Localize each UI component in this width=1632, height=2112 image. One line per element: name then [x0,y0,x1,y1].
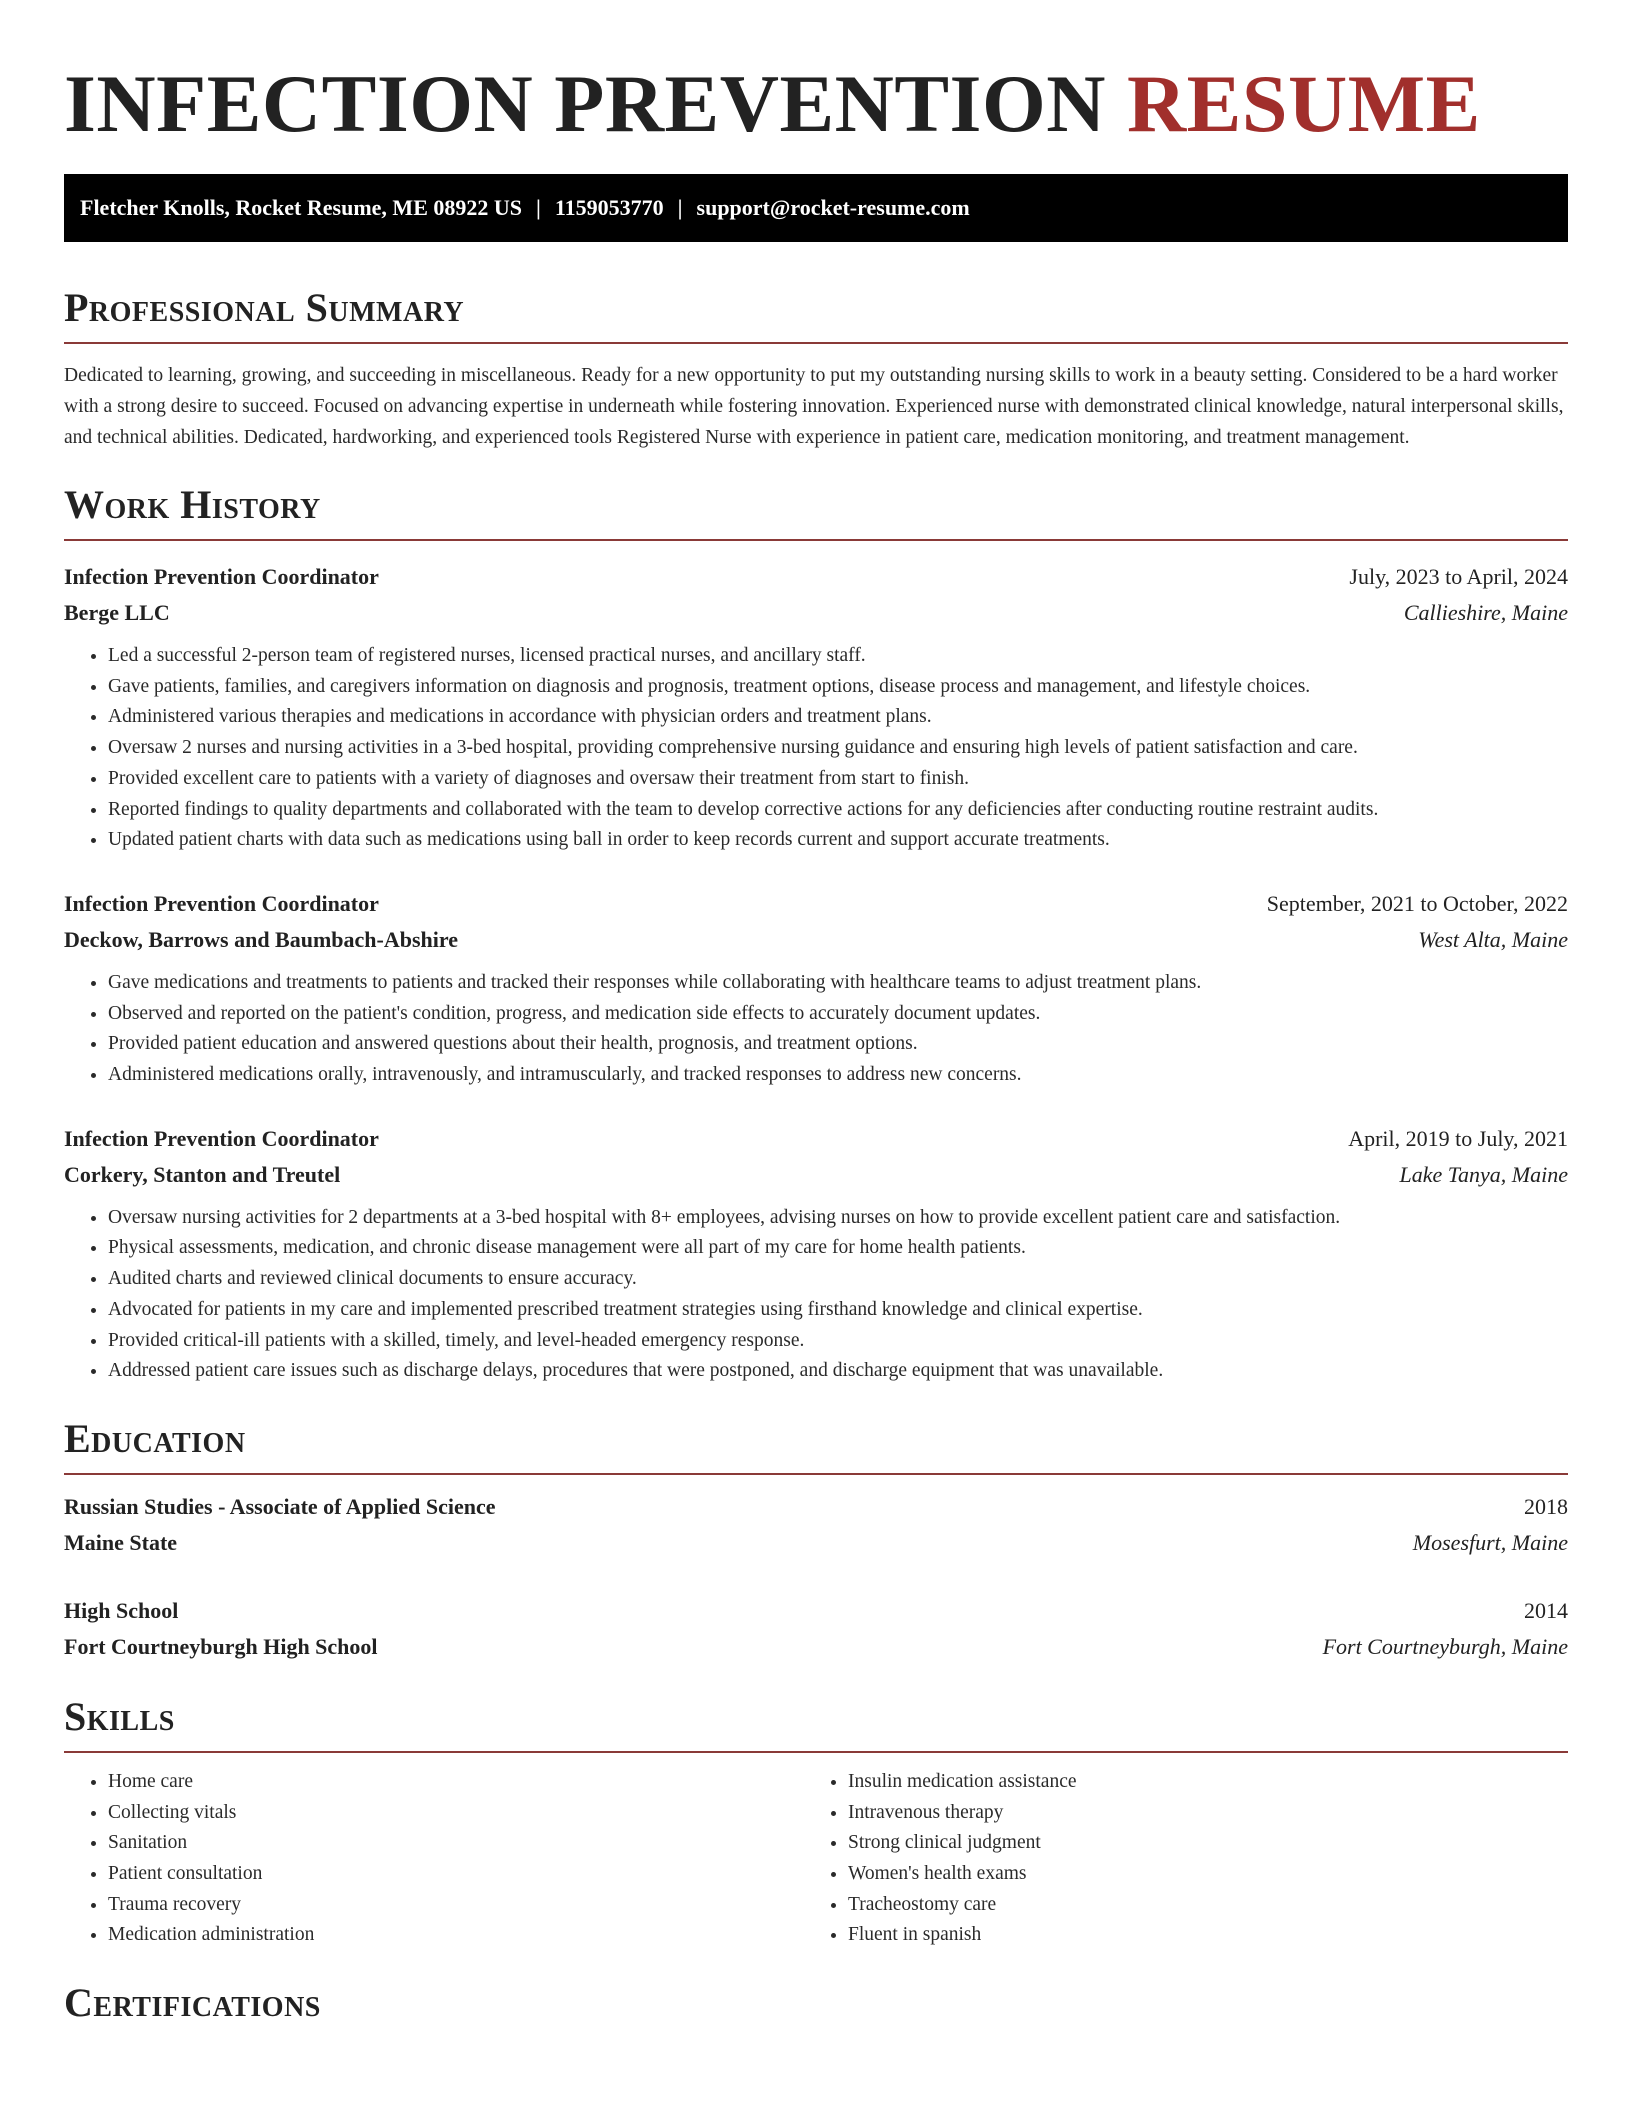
education-school-row [64,1629,1568,1665]
job-company-row [64,922,1568,958]
education-school: Fort Courtneyburgh High School [64,1633,378,1659]
skills-heading: Skills [64,1693,1568,1753]
certifications-heading: Certifications [64,1980,321,2026]
work-history-section [64,481,1568,1387]
job-title: Infection Prevention Coordinator [64,890,379,916]
education-heading: Education [64,1415,1568,1475]
education-header-row [64,1489,1568,1525]
resume-title [64,56,1568,152]
job-bullets [64,968,1568,1091]
education-degree: High School [64,1597,179,1623]
education-location: Fort Courtneyburgh, Maine [1322,1633,1568,1659]
skill-item: • Intravenous therapy [848,1798,1568,1829]
skill-item: • Medication administration [108,1920,804,1951]
job-company: Deckow, Barrows and Baumbach-Abshire [64,926,459,952]
job-bullet: • Provided excellent care to patients with a variety of diagnoses and oversaw their treatment from start to finish. [108,764,1568,795]
job-dates: July, 2023 to April, 2024 [1349,564,1568,589]
contact-address: Fletcher Knolls, Rocket Resume, ME 08922 US [80,195,522,220]
skill-item: • Insulin medication assistance [848,1767,1568,1798]
job-dates: April, 2019 to July, 2021 [1348,1125,1568,1151]
contact-phone: 1159053770 [554,195,664,220]
job-entry [64,559,1568,856]
summary-text: Dedicated to learning, growing, and succeeding in miscellaneous. Ready for a new opportunity to put my outstanding nursing skills to work in a beauty setting. Considered to be a hard worker with a strong desire to succeed. Focused on advancing expertise in underneath while fostering innovation. Experienced nurse with demonstrated clinical knowledge, natural interpersonal skills, and technical abilities. Dedicated, hardworking, and experienced tools Registered Nurse with experience in patient care, medication monitoring, and treatment management. [64,365,1564,448]
job-company-row [64,595,1568,631]
skill-item: • Tracheostomy care [848,1890,1568,1921]
skills-list-left [64,1767,804,1951]
education-school: Maine State [64,1529,178,1555]
job-title: Infection Prevention Coordinator [64,564,379,589]
job-entry [64,886,1568,1091]
job-header-row [64,559,1568,595]
job-location: West Alta, Maine [1418,926,1568,952]
job-bullet: • Provided critical-ill patients with a skilled, timely, and level-headed emergency response. [108,1326,1568,1357]
job-entry [64,1121,1568,1387]
job-location: Lake Tanya, Maine [1399,1161,1568,1187]
job-bullet: • Gave medications and treatments to patients and tracked their responses while collaborating with healthcare teams to adjust treatment plans. [108,968,1568,999]
job-bullet: • Updated patient charts with data such as medications using ball in order to keep records current and support accurate treatments. [108,825,1568,856]
job-bullet: • Addressed patient care issues such as discharge delays, procedures that were postponed, and discharge equipment that was unavailable. [108,1356,1568,1387]
work-history-heading: Work History [64,481,1568,541]
job-bullets [64,1203,1568,1387]
education-entry [64,1489,1568,1561]
job-bullet: • Observed and reported on the patient's condition, progress, and medication side effects to accurately document updates. [108,999,1568,1030]
resume-page [64,0,1568,2112]
job-location: Callieshire, Maine [1403,600,1568,625]
summary-section [64,284,1568,453]
job-dates: September, 2021 to October, 2022 [1266,890,1568,916]
certifications-section [64,1979,1568,2037]
summary-heading: Professional Summary [64,284,1568,344]
education-entry [64,1593,1568,1665]
job-bullet: • Administered medications orally, intravenously, and intramuscularly, and tracked responses to address new concerns. [108,1060,1568,1091]
job-bullet: • Physical assessments, medication, and chronic disease management were all part of my care for home health patients. [108,1233,1568,1264]
contact-separator: | [536,195,541,220]
job-bullet: • Oversaw 2 nurses and nursing activities in a 3-bed hospital, providing comprehensive nursing guidance and ensuring high levels of patient satisfaction and care. [108,733,1568,764]
job-company-row [64,1157,1568,1193]
job-bullets [64,641,1568,856]
job-bullet: • Administered various therapies and medications in accordance with physician orders and treatment plans. [108,702,1568,733]
job-bullet: • Provided patient education and answered questions about their health, prognosis, and treatment options. [108,1029,1568,1060]
contact-separator: | [677,195,683,220]
education-year: 2014 [1524,1597,1568,1623]
skill-item: • Fluent in spanish [848,1920,1568,1951]
skills-list-right [804,1767,1568,1951]
job-bullet: • Audited charts and reviewed clinical documents to ensure accuracy. [108,1264,1568,1295]
education-degree: Russian Studies - Associate of Applied Science [64,1493,496,1519]
job-bullet: • Oversaw nursing activities for 2 departments at a 3-bed hospital with 8+ employees, advising nurses on how to provide excellent patient care and satisfaction. [108,1203,1568,1234]
skill-item: • Collecting vitals [108,1798,804,1829]
skill-item: • Home care [108,1767,804,1798]
education-header-row [64,1593,1568,1629]
contact-email[interactable]: support@rocket-resume.com [696,195,970,220]
job-bullet: • Reported findings to quality departments and collaborated with the team to develop corrective actions for any deficiencies after conducting routine restraint audits. [108,795,1568,826]
education-location: Mosesfurt, Maine [1412,1529,1568,1555]
skill-item: • Patient consultation [108,1859,804,1890]
job-bullet: • Led a successful 2-person team of registered nurses, licensed practical nurses, and ancillary staff. [108,641,1568,672]
job-header-row [64,1121,1568,1157]
contact-bar [64,174,1568,242]
skill-item: • Sanitation [108,1828,804,1859]
education-year: 2018 [1524,1493,1568,1519]
title-accent: RESUME [1126,58,1481,149]
skills-section [64,1693,1568,1951]
job-header-row [64,886,1568,922]
skill-item: • Strong clinical judgment [848,1828,1568,1859]
job-company: Berge LLC [64,600,170,625]
skill-item: • Women's health exams [848,1859,1568,1890]
title-main: INFECTION PREVENTION [64,58,1106,149]
skill-item: • Trauma recovery [108,1890,804,1921]
skills-columns [64,1767,1568,1951]
education-section [64,1415,1568,1665]
education-school-row [64,1525,1568,1561]
job-title: Infection Prevention Coordinator [64,1125,379,1151]
job-bullet: • Gave patients, families, and caregivers information on diagnosis and prognosis, treatment options, disease process and management, and lifestyle choices. [108,672,1568,703]
job-bullet: • Advocated for patients in my care and implemented prescribed treatment strategies using firsthand knowledge and clinical expertise. [108,1295,1568,1326]
job-company: Corkery, Stanton and Treutel [64,1161,341,1187]
